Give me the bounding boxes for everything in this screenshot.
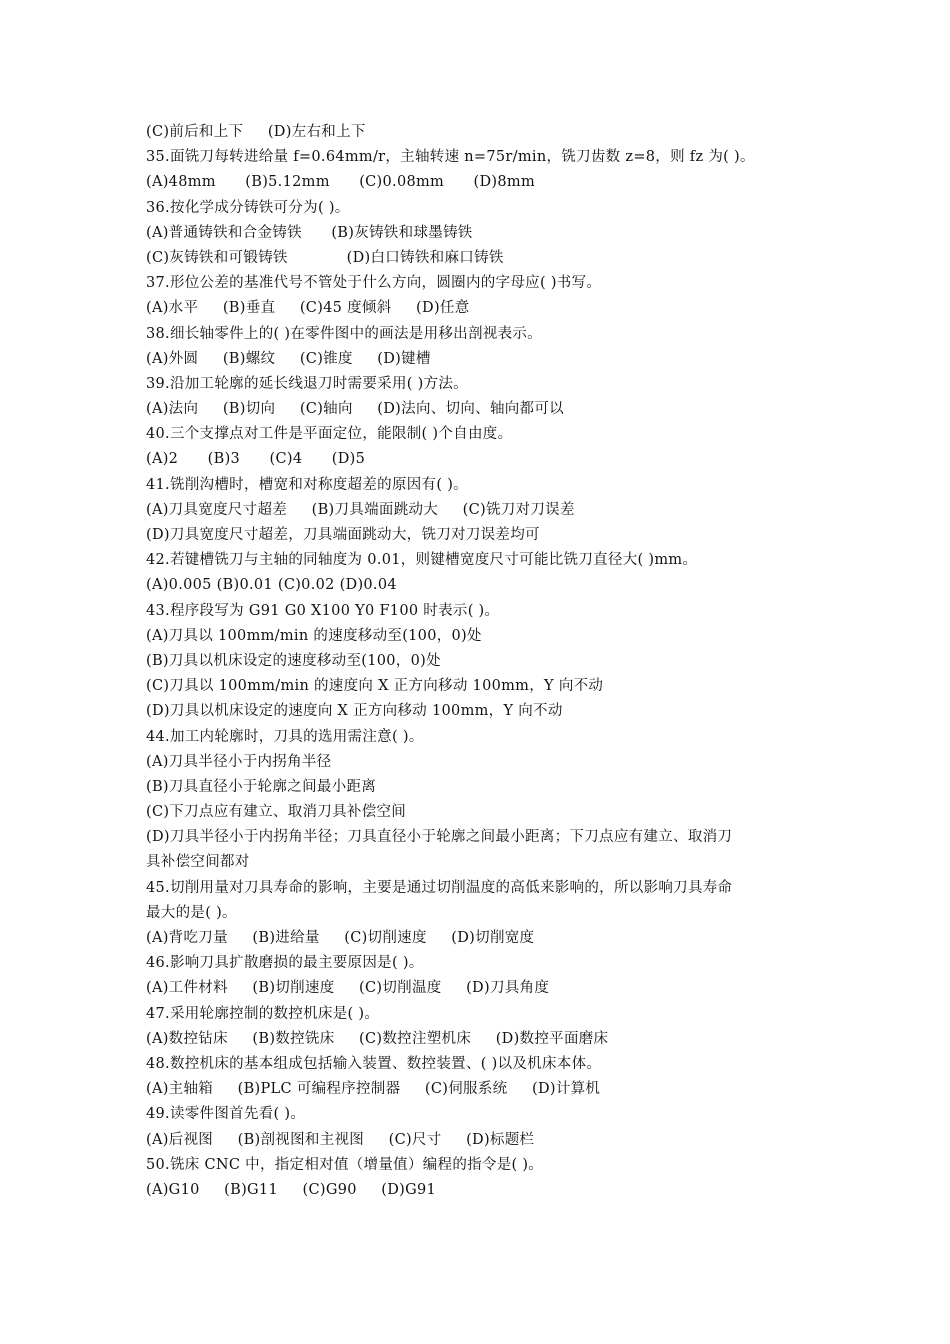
options-37: (A)水平 (B)垂直 (C)45 度倾斜 (D)任意 <box>146 300 470 317</box>
text-line: (C)前后和上下 (D)左右和上下 <box>146 124 366 140</box>
option-43-a: (A)刀具以 100mm/min 的速度移动至(100，0)处 <box>146 627 482 644</box>
document-page <box>146 120 826 1203</box>
question-37: 37.形位公差的基准代号不管处于什么方向，圆圈内的字母应( )书写。 <box>146 275 602 292</box>
option-44-d: (D)刀具半径小于内拐角半径；刀具直径小于轮廓之间最小距离；下刀点应有建立、取消刀 <box>146 829 733 846</box>
option-43-b: (B)刀具以机床设定的速度移动至(100，0)处 <box>146 652 441 669</box>
question-38: 38.细长轴零件上的( )在零件图中的画法是用移出剖视表示。 <box>146 325 542 342</box>
options-46: (A)工件材料 (B)切削速度 (C)切削温度 (D)刀具角度 <box>146 980 550 997</box>
options-41-d: (D)刀具宽度尺寸超差，刀具端面跳动大，铣刀对刀误差均可 <box>146 527 540 543</box>
options-42: (A)0.005 (B)0.01 (C)0.02 (D)0.04 <box>146 577 397 594</box>
options-47: (A)数控钻床 (B)数控铣床 (C)数控注塑机床 (D)数控平面磨床 <box>146 1030 609 1047</box>
question-43: 43.程序段写为 G91 G0 X100 Y0 F100 时表示( )。 <box>146 602 500 619</box>
option-44-a: (A)刀具半径小于内拐角半径 <box>146 753 332 770</box>
options-49: (A)后视图 (B)剖视图和主视图 (C)尺寸 (D)标题栏 <box>146 1131 535 1148</box>
question-49: 49.读零件图首先看( )。 <box>146 1106 306 1123</box>
options-35: (A)48mm (B)5.12mm (C)0.08mm (D)8mm <box>146 174 536 191</box>
question-46: 46.影响刀具扩散磨损的最主要原因是( )。 <box>146 955 424 972</box>
question-50: 50.铣床 CNC 中，指定相对值（增量值）编程的指令是( )。 <box>146 1156 544 1173</box>
options-39: (A)法向 (B)切向 (C)轴向 (D)法向、切向、轴向都可以 <box>146 401 564 418</box>
options-50: (A)G10 (B)G11 (C)G90 (D)G91 <box>146 1181 437 1198</box>
options-36-ab: (A)普通铸铁和合金铸铁 (B)灰铸铁和球墨铸铁 <box>146 224 473 241</box>
options-40: (A)2 (B)3 (C)4 (D)5 <box>146 451 366 468</box>
question-39: 39.沿加工轮廓的延长线退刀时需要采用( )方法。 <box>146 375 468 392</box>
options-38: (A)外圆 (B)螺纹 (C)锥度 (D)键槽 <box>146 350 431 367</box>
options-45: (A)背吃刀量 (B)进给量 (C)切削速度 (D)切削宽度 <box>146 930 535 946</box>
option-44-d-cont: 具补偿空间都对 <box>146 854 250 871</box>
question-48: 48.数控机床的基本组成包括输入装置、数控装置、( )以及机床本体。 <box>146 1055 602 1072</box>
question-36: 36.按化学成分铸铁可分为( )。 <box>146 199 350 216</box>
option-44-b: (B)刀具直径小于轮廓之间最小距离 <box>146 778 377 795</box>
question-40: 40.三个支撑点对工件是平面定位，能限制( )个自由度。 <box>146 426 513 443</box>
question-45-cont: 最大的是( )。 <box>146 904 237 921</box>
question-45: 45.切削用量对刀具寿命的影响，主要是通过切削温度的高低来影响的，所以影响刀具寿命 <box>146 879 733 896</box>
question-42: 42.若键槽铣刀与主轴的同轴度为 0.01，则键槽宽度尺寸可能比铣刀直径大( )mm。 <box>146 552 698 569</box>
option-43-c: (C)刀具以 100mm/min 的速度向 X 正方向移动 100mm，Y 向不动 <box>146 678 604 695</box>
question-41: 41.铣削沟槽时，槽宽和对称度超差的原因有( )。 <box>146 476 468 493</box>
options-48: (A)主轴箱 (B)PLC 可编程序控制器 (C)伺服系统 (D)计算机 <box>146 1081 601 1098</box>
question-47: 47.采用轮廓控制的数控机床是( )。 <box>146 1005 380 1022</box>
option-44-c: (C)下刀点应有建立、取消刀具补偿空间 <box>146 804 407 821</box>
option-43-d: (D)刀具以机床设定的速度向 X 正方向移动 100mm，Y 向不动 <box>146 703 563 720</box>
question-44: 44.加工内轮廓时，刀具的选用需注意( )。 <box>146 728 424 745</box>
options-41-abc: (A)刀具宽度尺寸超差 (B)刀具端面跳动大 (C)铣刀对刀误差 <box>146 501 575 518</box>
options-36-cd: (C)灰铸铁和可锻铸铁 (D)白口铸铁和麻口铸铁 <box>146 249 504 266</box>
question-35: 35.面铣刀每转进给量 f=0.64mm/r，主轴转速 n=75r/min，铣刀齿数 z=8，则 fz 为( )。 <box>146 149 755 166</box>
